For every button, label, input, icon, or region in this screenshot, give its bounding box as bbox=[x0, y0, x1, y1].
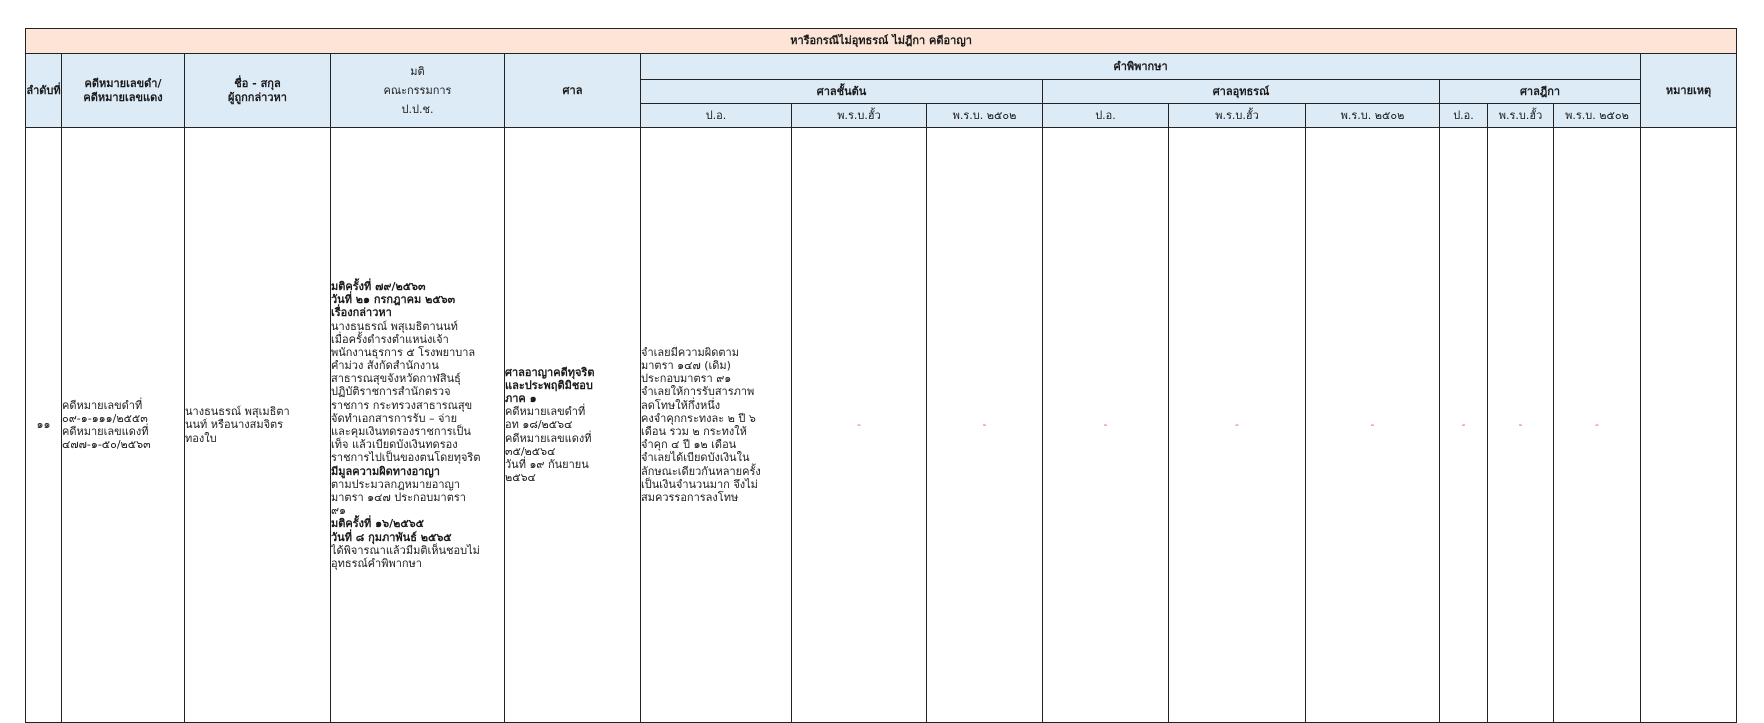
header-supreme-po: ป.อ. bbox=[1440, 104, 1488, 128]
text-line: มาตรา ๑๔๗ (เดิม) bbox=[641, 359, 731, 373]
row-remarks bbox=[1641, 128, 1737, 723]
text-line: ได้พิจารณาแล้วมีมติเห็นชอบไม่ bbox=[331, 543, 480, 557]
text-line: ปฏิบัติราชการสำนักตรวจ bbox=[331, 385, 451, 399]
row-name: นางธนธรณ์ พสุเมธิตา นนท์ หรือนางสมจิตร ทองใบ bbox=[185, 128, 331, 723]
row-first-prb-2502: - bbox=[927, 128, 1043, 723]
text-line: วันที่ ๘ กุมภาพันธ์ ๒๕๖๕ bbox=[331, 530, 452, 544]
row-first-prb-new: - bbox=[792, 128, 927, 723]
header-name: ชื่อ - สกุล ผู้ถูกกล่าวหา bbox=[185, 54, 331, 128]
text-line: มาตรา ๑๔๗ ประกอบมาตรา bbox=[331, 490, 466, 504]
text-line: สมควรรอการลงโทษ bbox=[641, 490, 739, 504]
text-line: จำเลยมีความผิดตาม bbox=[641, 345, 739, 359]
header-no: ลำดับที่ bbox=[26, 54, 62, 128]
header-first-prb-new: พ.ร.บ.ฮั้ว bbox=[792, 104, 927, 128]
header-first-prb-2502: พ.ร.บ. ๒๕๐๒ bbox=[927, 104, 1043, 128]
header-appeal-po: ป.อ. bbox=[1043, 104, 1169, 128]
row-appeal-po: - bbox=[1043, 128, 1169, 723]
header-judgment: คำพิพากษา bbox=[641, 54, 1641, 80]
text-line: เดือน รวม ๒ กระทงให้ bbox=[641, 425, 747, 438]
text-line: สาธารณสุขจังหวัดกาฬสินธุ์ bbox=[331, 372, 461, 386]
row-case-numbers: คดีหมายเลขดำที่ ๐๙-๑-๑๑๑/๒๕๕๓ คดีหมายเลขแดงที่ ๔๗๗-๑-๕๐/๒๕๖๓ bbox=[62, 128, 185, 723]
row-court bbox=[505, 128, 641, 723]
header-supreme-prb-new: พ.ร.บ.ฮั้ว bbox=[1488, 104, 1554, 128]
text-line: ตามประมวลกฎหมายอาญา bbox=[331, 477, 461, 491]
text-line: เป็นเงินจำนวนมาก จึงไม่ bbox=[641, 477, 758, 491]
text-line: ๙๑ bbox=[331, 504, 347, 518]
text-line: ราชการ กระทรวงสาธารณสุข bbox=[331, 398, 473, 412]
row-supreme-prb-new: - bbox=[1488, 128, 1554, 723]
case-table-sheet bbox=[25, 28, 1736, 720]
row-appeal-prb-new: - bbox=[1169, 128, 1306, 723]
table-row bbox=[26, 128, 1737, 723]
text-line: ๓๕/๒๕๖๔ bbox=[505, 444, 556, 458]
text-line: และคุมเงินทดรองราชการเป็น bbox=[331, 425, 471, 438]
text-line: จัดทำเอกสารการรับ – จ่าย bbox=[331, 411, 458, 425]
text-line: พนักงานธุรการ ๕ โรงพยาบาล bbox=[331, 345, 476, 359]
text-line: มติครั้งที่ ๗๙/๒๕๖๓ bbox=[331, 279, 426, 293]
text-line: จำคุก ๔ ปี ๑๒ เดือน bbox=[641, 438, 737, 452]
header-appeal-prb-new: พ.ร.บ.ฮั้ว bbox=[1169, 104, 1306, 128]
text-line: มติครั้งที่ ๑๖/๒๕๖๕ bbox=[331, 517, 424, 531]
text-line: นางธนธรณ์ พสุเมธิตานนท์ bbox=[331, 319, 458, 333]
text-line: ลดโทษให้กึ่งหนึ่ง bbox=[641, 398, 721, 412]
text-line: คดีหมายเลขแดงที่ bbox=[505, 431, 592, 445]
text-line: เท็จ แล้วเบียดบังเงินทดรอง bbox=[331, 438, 458, 452]
text-line: ศาลอาญาคดีทุจริต bbox=[505, 365, 595, 379]
text-line: เมื่อครั้งดำรงตำแหน่งเจ้า bbox=[331, 332, 449, 346]
header-remarks: หมายเหตุ bbox=[1641, 54, 1737, 128]
header-court: ศาล bbox=[505, 54, 641, 128]
text-line: คงจำคุกกระทงละ ๒ ปี ๖ bbox=[641, 411, 756, 425]
text-line: ประกอบมาตรา ๙๑ bbox=[641, 372, 732, 386]
text-line: วันที่ ๒๑ กรกฎาคม ๒๕๖๓ bbox=[331, 293, 456, 307]
text-line: เรื่องกล่าวหา bbox=[331, 306, 392, 320]
text-line: ๒๕๖๔ bbox=[505, 471, 536, 485]
text-line: ลักษณะเดียวกันหลายครั้ง bbox=[641, 464, 761, 478]
text-line: อุทธรณ์คำพิพากษา bbox=[331, 556, 422, 570]
header-first-po: ป.อ. bbox=[641, 104, 792, 128]
row-supreme-po: - bbox=[1440, 128, 1488, 723]
header-court-supreme: ศาลฎีกา bbox=[1440, 80, 1641, 104]
header-court-appeal: ศาลอุทธรณ์ bbox=[1043, 80, 1440, 104]
text-line: ภาค ๑ bbox=[505, 392, 537, 406]
row-first-po bbox=[641, 128, 792, 723]
text-line: มีมูลความผิดทางอาญา bbox=[331, 464, 440, 478]
row-appeal-prb-2502: - bbox=[1306, 128, 1440, 723]
table-title: หารือกรณีไม่อุทธรณ์ ไม่ฎีกา คดีอาญา bbox=[26, 29, 1737, 54]
header-appeal-prb-2502: พ.ร.บ. ๒๕๐๒ bbox=[1306, 104, 1440, 128]
row-no: ๑๑ bbox=[26, 128, 62, 723]
text-line: วันที่ ๑๙ กันยายน bbox=[505, 457, 589, 471]
text-line: คดีหมายเลขดำที่ bbox=[505, 405, 586, 419]
text-line: จำเลยได้เบียดบังเงินใน bbox=[641, 451, 750, 465]
case-table bbox=[25, 28, 1737, 723]
text-line: ราชการไปเป็นของตนโดยทุจริต bbox=[331, 451, 481, 465]
header-case-numbers: คดีหมายเลขดำ/ คดีหมายเลขแดง bbox=[62, 54, 185, 128]
header-resolution: มติ คณะกรรมการ ป.ป.ช. bbox=[331, 54, 505, 128]
text-line: และประพฤติมิชอบ bbox=[505, 378, 593, 392]
text-line: อท ๑๘/๒๕๖๔ bbox=[505, 418, 573, 432]
header-supreme-prb-2502: พ.ร.บ. ๒๕๐๒ bbox=[1554, 104, 1641, 128]
text-line: จำเลยให้การรับสารภาพ bbox=[641, 385, 755, 399]
row-resolution bbox=[331, 128, 505, 723]
text-line: คำม่วง สังกัดสำนักงาน bbox=[331, 359, 439, 373]
header-court-first: ศาลชั้นต้น bbox=[641, 80, 1043, 104]
row-supreme-prb-2502: - bbox=[1554, 128, 1641, 723]
